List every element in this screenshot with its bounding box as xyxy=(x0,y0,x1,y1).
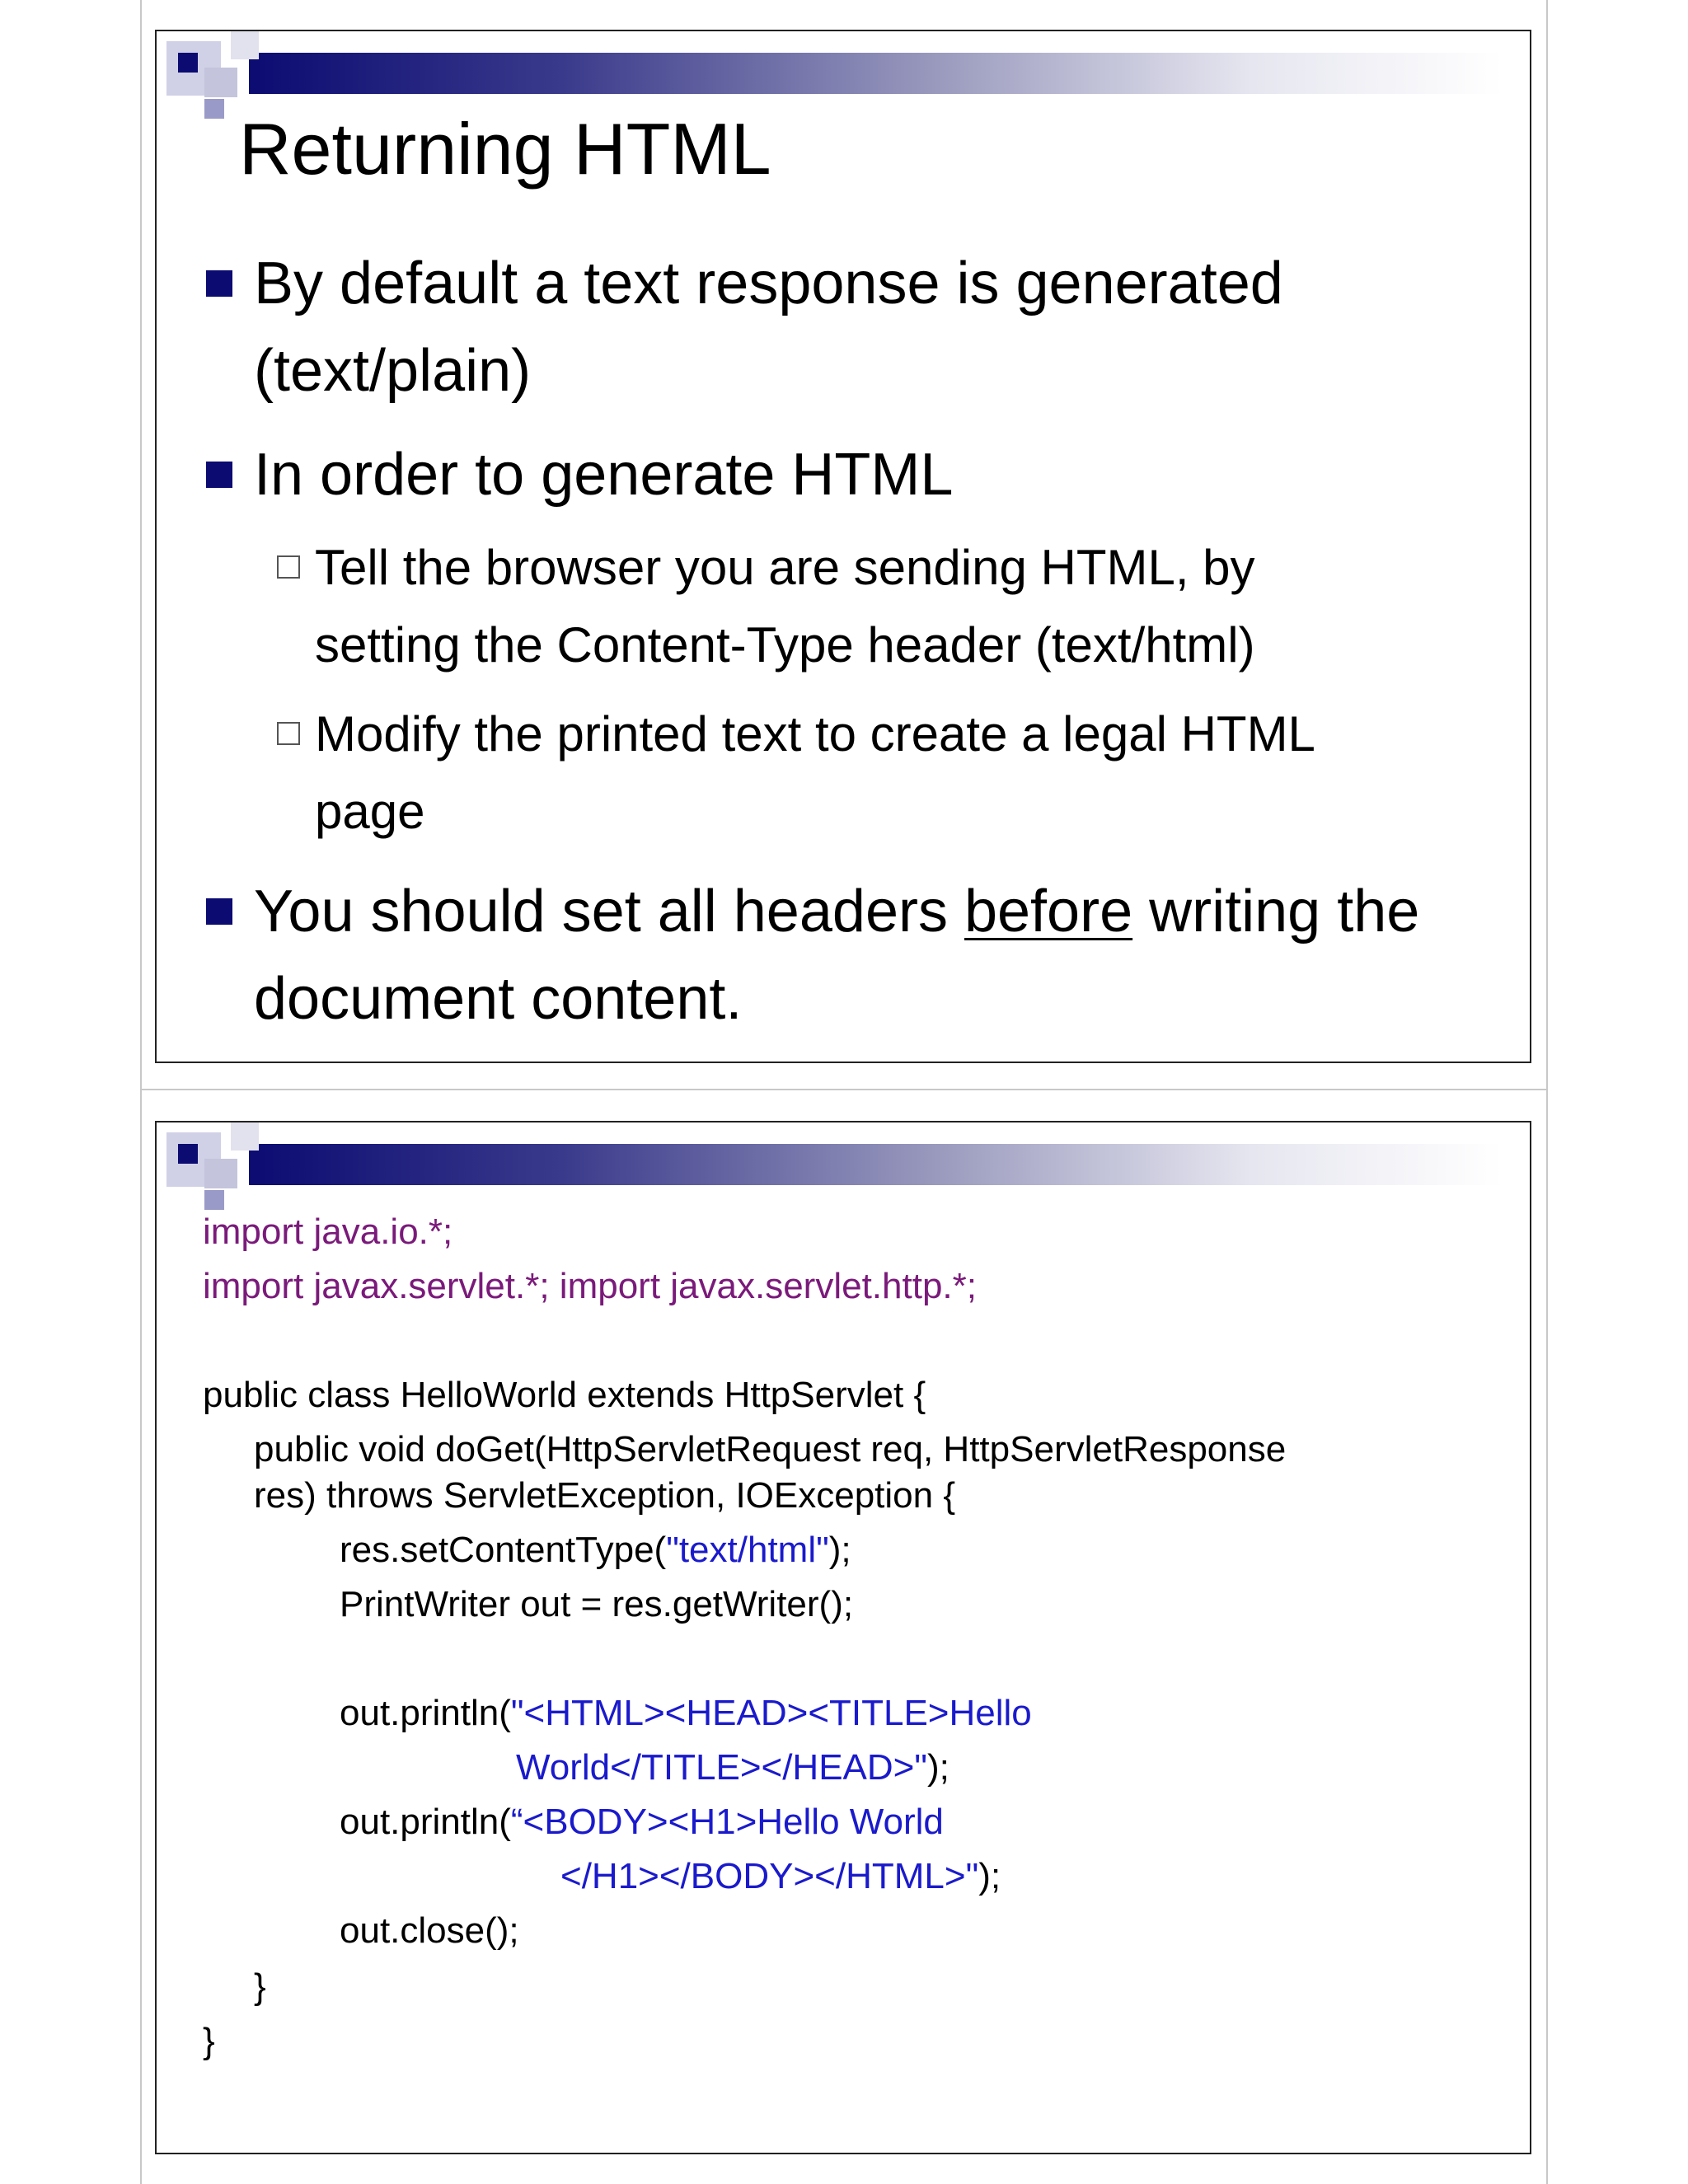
sub-bullet-square-icon xyxy=(277,555,300,579)
bullet3-post: writing the xyxy=(1132,879,1420,944)
code-println2-line1 xyxy=(340,1795,944,1849)
code-import-servlet: import javax.servlet.*; import javax.servlet.http.*; xyxy=(203,1266,977,1306)
slide-helloworld-code xyxy=(155,1121,1531,2154)
bullet-square-icon xyxy=(206,898,232,925)
bullet3-line2: document content. xyxy=(254,966,743,1032)
sub1-line2: setting the Content-Type header (text/html) xyxy=(315,617,1255,673)
code-println1-string2: World</TITLE></HEAD>" xyxy=(516,1747,927,1788)
code-import-io: import java.io.*; xyxy=(203,1212,453,1252)
code-println1-pre: out.println( xyxy=(340,1693,511,1733)
code-method-line1: public void doGet(HttpServletRequest req, HttpServletResponse xyxy=(254,1429,1287,1469)
title-gradient-band xyxy=(249,53,1502,94)
bullet3-pre: You should set all headers xyxy=(254,879,964,944)
code-writer-line: PrintWriter out = res.getWriter(); xyxy=(340,1584,854,1624)
code-println1-line1 xyxy=(340,1686,1032,1741)
code-println1-post: ); xyxy=(927,1747,950,1788)
bullet-square-icon xyxy=(206,270,232,297)
bullet3-line1 xyxy=(254,867,1419,956)
slide-title: Returning HTML xyxy=(239,108,771,190)
code-method-close: } xyxy=(254,1966,266,2007)
code-method-line2: res) throws ServletException, IOException { xyxy=(254,1475,956,1516)
sub-bullet-square-icon xyxy=(277,722,300,745)
code-println2-post: ); xyxy=(978,1856,1001,1896)
code-println1-string1: "<HTML><HEAD><TITLE>Hello xyxy=(510,1693,1032,1733)
bullet2-text: In order to generate HTML xyxy=(254,442,954,508)
code-println2-pre: out.println( xyxy=(340,1802,511,1842)
code-set-ct-pre: res.setContentType( xyxy=(340,1530,667,1570)
code-println1-line2 xyxy=(516,1741,950,1795)
code-set-ct-string: "text/html" xyxy=(666,1530,829,1570)
slide-logo-icon xyxy=(157,1122,272,1213)
code-println2-string1: “<BODY><H1>Hello World xyxy=(510,1802,944,1842)
code-println2-line2 xyxy=(560,1849,1001,1904)
sheet-divider xyxy=(140,1089,1548,1090)
title-gradient-band xyxy=(249,1144,1502,1185)
slide-returning-html xyxy=(155,30,1531,1063)
code-set-content-type xyxy=(340,1523,851,1577)
sub1-line1: Tell the browser you are sending HTML, by xyxy=(315,540,1255,595)
sub2-line2: page xyxy=(315,784,425,839)
bullet-square-icon xyxy=(206,462,232,488)
code-close-line: out.close(); xyxy=(340,1910,519,1951)
code-class-decl: public class HelloWorld extends HttpServlet { xyxy=(203,1375,926,1415)
code-println2-string2: </H1></BODY></HTML>" xyxy=(560,1856,979,1896)
code-class-close: } xyxy=(203,2021,215,2061)
code-set-ct-post: ); xyxy=(828,1530,851,1570)
bullet3-emphasis: before xyxy=(964,879,1133,944)
bullet1-line2: (text/plain) xyxy=(254,338,532,404)
sub2-line1: Modify the printed text to create a legal HTML xyxy=(315,706,1315,762)
bullet1-line1: By default a text response is generated xyxy=(254,251,1283,316)
